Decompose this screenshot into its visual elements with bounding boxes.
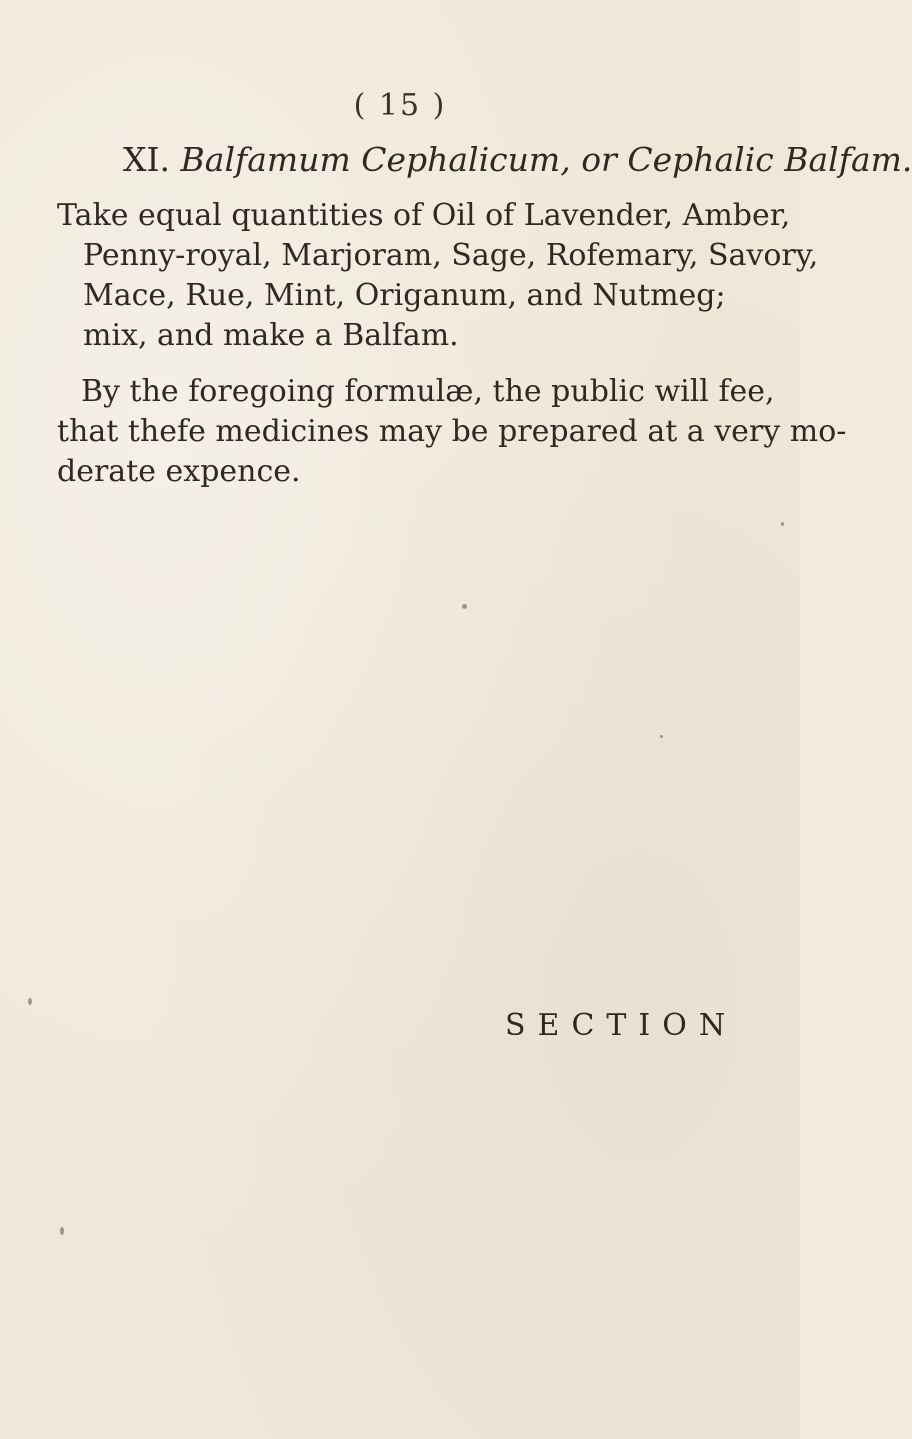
- paper-speck: [462, 604, 467, 609]
- paragraph-line: Penny-royal, Marjoram, Sage, Rofemary, Savory,: [83, 238, 819, 273]
- heading-latin-title: Balfamum Cephalicum,: [180, 140, 571, 179]
- heading-connector: or: [581, 140, 617, 179]
- paper-speck: [660, 735, 663, 738]
- paragraph-line: mix, and make a Balfam.: [83, 318, 459, 353]
- page-number: ( 15 ): [353, 88, 447, 123]
- section-heading: [123, 140, 912, 180]
- paragraph-line: Take equal quantities of Oil of Lavender, Amber,: [57, 198, 791, 233]
- paragraph-line: derate expence.: [57, 454, 301, 489]
- paragraph-line: that thefe medicines may be prepared at a very mo-: [57, 414, 847, 449]
- closing-paragraph: [57, 372, 846, 492]
- paper-speck: [60, 1227, 64, 1235]
- paper-speck: [781, 522, 784, 526]
- paper-speck: [28, 998, 32, 1005]
- heading-english-title: Cephalic Balfam.: [627, 140, 912, 179]
- catchword: SECTION: [505, 1008, 738, 1043]
- paragraph-line: Mace, Rue, Mint, Origanum, and Nutmeg;: [83, 278, 726, 313]
- heading-numeral: XI.: [123, 140, 171, 179]
- recipe-paragraph: [57, 196, 818, 356]
- paragraph-line: By the foregoing formulæ, the public will fee,: [81, 374, 775, 409]
